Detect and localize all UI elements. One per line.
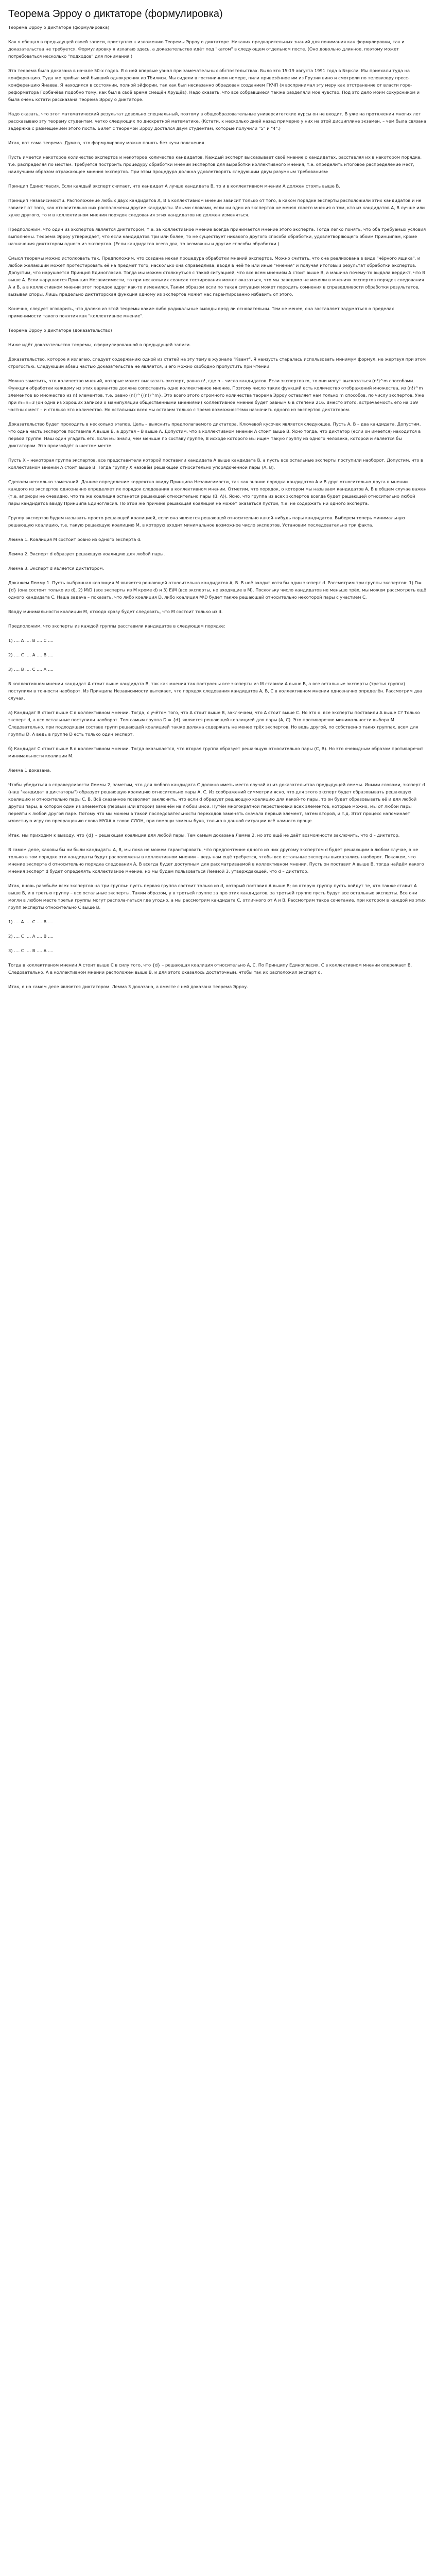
paragraph: б) Кандидат С стоит выше В в коллективном мнении. Тогда оказывается, что вторая группа образует решающую относительно пары (С, В). Но это очевидным образом противоречит минимальности коалиции М. [8,746,424,758]
paragraph: Теорема Эрроу о диктаторе (формулировка) [8,25,110,30]
paragraph: Надо сказать, что этот математический результат довольно специальный, поэтому в общеобразовательные университетские курсы он не входит. В уже на протяжении многих лет рассказываю эту теорему студентам, четко следующих по дискретной математике. (Кстати, к несколько дней назад примерно у них на этой дисциплине экзамен, – чем была связана задержка с размещением этого поста. Билет с теоремой Эрроу достался двум студентам, которые получили "5" и "4".) [8,111,426,131]
paragraph: Лемма 3. Эксперт d является диктатором. [8,566,104,571]
paragraph: Пусть X – некоторая группа экспертов, все представители которой поставили кандидата А выше кандидата В, а пусть все остальные эксперты поступили наоборот. Допустим, что в коллективном мнении А стоит выше В. Тогда группу X назовём решающей относительно упорядоченной пары (А, В). [8,457,423,470]
paragraph: 3) …. С …. В …. А …. [8,948,54,953]
paragraph: Итак, вновь разобьём всех экспертов на три группы: пусть первая группа состоит только из d, который поставил А выше В; во вторую группу пусть войдут те, кто также ставит А выше В, и в третью группу – все остальные эксперты. Таким образом, у в третьей группе за про этих кандидатов, за третьей группе пусть будут все остальные эксперты. Все они могли в любом месте третьи группы могут распола-гаться где угодно, а мы рассмотрим кандидата С, отличного от А и В. Рассмотрим такое сочетание, при котором в каждой из этих групп эксперты относительно С выше В: [8,883,426,910]
article-body [8,24,428,990]
paragraph: Пусть имеется некоторое количество экспертов и некоторое количество кандидатов. Каждый эксперт высказывает своё мнение о кандидатах, расставляя их в некотором порядке, т.е. распределяя по местам. Требуется построить процедуру обработки мнений экспертов для выработки коллективного мнения, т.е. определить итоговое распределение мест, наилучшим образом отражающее мнения экспертов. При этом процедура должна удовлетворять следующим двум разумным требованиям: [8,155,422,174]
paragraph: В самом деле, каковы бы ни были кандидаты А, В, мы пока не можем гарантировать, что предпочтение одного из них другому экспертом d будет решающим в любом случае, а не только в том порядке эти кандидаты будут расположены в коллективном мнении – ведь нам ещё требуется, чтобы все остальные эксперты высказались наоборот. Покажем, что мнение эксперта d относительно порядка следования А, В всегда будет доступным для рассматриваемой в коллективном мнении. Пусть он поставит А выше В, тогда найдём какого мнения эксперт d будет определять коллективное мнение, но мы будем пользоваться Леммой 3, утверждающей, что d – диктатор. [8,847,424,874]
paragraph: Итак, вот сама теорема. Думаю, что формулировку можно понять без кучи пояснения. [8,140,206,145]
paragraph: Теорема Эрроу о диктаторе (доказательство) [8,328,112,333]
paragraph: Лемма 2. Эксперт d образует решающую коалицию для любой пары. [8,551,165,556]
paragraph: Предположим, что эксперты из каждой группы расставили кандидатов в следующем порядке: [8,623,225,629]
paragraph: Предположим, что один из экспертов является диктатором, т.е. за коллективное мнение всегда принимается мнение этого эксперта. Тогда легко понять, что оба требуемых условия выполнены. Теорема Эрроу утверждает, что если кандидатов три или более, то не существует никакого другого способа обработки, удовлетворяющего обоим Принципам, кроме назначения диктатором одного из экспертов. (Если кандидатов всего два, то возможны и другие способы обработки.) [8,227,426,246]
paragraph: 1) …. А …. С …. В …. [8,919,54,924]
paragraph: 1) …. А …. В …. С …. [8,638,54,643]
paragraph: 2) …. С …. А …. В …. [8,652,54,657]
paragraph: Принцип Единогласия. Если каждый эксперт считает, что кандидат А лучше кандидата В, то и в коллективном мнении А должен стоять выше В. [8,183,340,189]
paragraph: Группу экспертов будем называть просто решающей коалицией, если она является решающей относительно какой-нибудь пары кандидатов. Выберем теперь минимальную решающую коалицию, т.е. такую решающую коалицию М, в которую входит минимальное возможное число экспертов. Установим последовательно три факта. [8,515,405,528]
paragraph: Тогда в коллективном мнении А стоит выше С в силу того, что {d} – решающая коалиция относительно А, С. По Принципу Единогласия, С в коллективном мнении опережает В. Следовательно, А в коллективном мнении расположен выше В, и для этого оказалось достаточным, чтобы так их расположил эксперт d. [8,962,412,975]
paragraph: Сделаем несколько замечаний. Данное определение корректно ввиду Принципа Независимости, так как знание порядка кандидатов А и В друг относительно друга в мнении каждого из экспертов однозначно определяет их порядок следования в коллективном мнении. Отметим, что порядок, о котором мы называем кандидатов А, В в общем случае важен (т.е. априори не очевидно, что та же коалиция останется решающей относительно пары (В, А)). Ясно, что группа из всех экспертов всегда будет решающей относительно любой пары кандидатов ввиду Принципа Единогласия. По этой же причине решающая коалиция не может оказаться пустой, т.е. не содержать ни одного эксперта. [8,479,427,506]
paragraph: а) Кандидат В стоит выше С в коллективном мнении. Тогда, с учётом того, что А стоит выше В, заключаем, что А стоит выше С. Но это о. все эксперты поставили А выше С? Только эксперт d, а все остальные поступили наоборот. Тем самым группа D = {d} является решающей коалицией для пары (А, С). Это противоречие минимальности выбора М. Следовательно, при подходящем составе групп решающей коалицией также должна содержать не менее трёх экспертов. Но ведь другой, по собственно таких группах, всем для группы D, А ведь в группе D есть только один эксперт. [8,710,420,737]
paragraph: Докажем Лемму 1. Пусть выбранная коалиция М является решающей относительно кандидатов А, В. В неё входит хотя бы один эксперт d. Рассмотрим три группы экспертов: 1) D={d} (она состоит только из d), 2) M\D (все эксперты из М кроме d) и 3) E\M (все эксперты, не входящие в М). Поскольку число кандидатов не меньше трёх, мы можем рассмотреть ещё одного кандидата С. Наша задача – показать, что либо коалиция D, либо коалиция M\D будет также решающей относительно некоторой пары с участием С. [8,580,426,600]
paragraph: Смысл теоремы можно истолковать так. Предположим, что создана некая процедура обработки мнений экспертов. Можно считать, что она реализована в виде "чёрного ящика", и любой желающий может протестировать её на предмет того, насколько она справедлива, вводя в неё те или иные "мнения" и получая итоговый результат обработки экспертов. Допустим, что нарушается Принцип Единогласия. Тогда мы можем столкнуться с такой ситуацией, что все всем мнениям А стоит выше В, а машина почему-то выдала вердикт, что В выше А. Если нарушается Принцип Независимости, то при нескольких сеансах тестирования может оказаться, что мы заведомо не меняли в мнениях экспертов порядок следования А и В, а в коллективном мнении этот порядок вдруг как-то изменился. Таким образом если по такая ситуация может породить сомнения в справедливости обработки результатов, вызывая споры. Лишь предельно диктаторская функция одному из экспертов может нас гарантированно избавить от этого. [8,256,425,297]
paragraph: Как я обещал в предыдущей своей записи, приступлю к изложению Теоремы Эрроу о диктаторе. Никаких предварительных знаний для понимания как формулировки, так и доказательства не требуется. Формулировку я излагаю здесь, а доказательство идёт под "катом" в следующем отдельном посте. (Оно довольно длинное, поэтому может потребоваться несколько "подходов" для понимания.) [8,39,405,59]
paragraph: 2) …. С …. А …. В …. [8,934,54,939]
paragraph: Доказательство будет проходить в несколько этапов. Цепь – выяснить предполагаемого диктатора. Ключевой кусочек является следующее. Пусть А, В – два кандидата. Допустим, что одна часть экспертов поставила А выше В, а другая – В выше А. Допустим, что в коллективном мнении А стоит выше В. Ясно тогда, что диктатор (если он имеется) находится в первой группе. Наш один угадать его. Если мы знали, чем меньше по составу группе, В исходе которого мы ищем такую группу из одного человека, которой и является бы диктатором. Это произойдёт в шестом месте. [8,421,421,448]
paragraph: Принцип Независимости. Расположение любых двух кандидатов А, В в коллективном мнении зависит только от того, в каком порядке эксперты расположили этих кандидатов и не зависит от того, как относительно них расположены другие кандидаты. Иными словами, если ни один из экспертов не менял своего мнения о том, кто из кандидатов А, В лучше или хуже другого, то и в коллективном мнении порядок следования этих кандидатов не должен изменяться. [8,198,425,217]
paragraph: Чтобы убедиться в справедливости Леммы 2, заметим, что для любого кандидата С должно иметь место случай a) из доказательства предыдущей леммы. Иными словами, эксперт d (наш "кандидат в диктаторы") образует решающую коалицию относительно пары А, С. Из соображений симметрии ясно, что для этого эксперт будет образовывать решающую коалицию и относительно пары С, В. Всё сказанное позволяет заключить, что если d образует решающую коалицию для какой-то пары, то он будет образовывать её и для любой другой пары, в которой один из элементов (первый или второй) заменён на любой иной. Путём многократной перестановки всех элементов, которые можно, мы от любой пары перейти к любой другой паре. Потому что мы можем в такой последовательности переходов заменять сначала первый элемент, затем второй, и т.д. Этот процесс напоминает известную игру по превращению слова МУХА в слово СЛОН, при помощи замены букв, только в данной ситуации всё намного проще. [8,782,425,823]
paragraph: Лемма 1. Коалиция М состоит ровно из одного эксперта d. [8,537,142,542]
paragraph: Вводу минимальности коалиции М, отсюда сразу будет следовать, что М состоит только из d. [8,609,223,614]
paragraph: 3) …. В …. С …. А …. [8,667,54,672]
paragraph: Итак, мы приходим к выводу, что {d} – решающая коалиция для любой пары. Тем самым доказана Лемма 2, но это ещё не даёт возможности заключить, что d – диктатор. [8,833,400,838]
page-title: Теорема Эрроу о диктаторе (формулировка) [8,8,223,20]
paragraph: В коллективном мнении кандидат А стоит выше кандидата В, так как мнения так построены все эксперты из М ставили А выше В, а все остальные эксперты (третья группа) поступили в точности наоборот. Из Принципа Независимости вытекает, что порядок следования кандидатов А, В, С в коллективном мнении однозначно определён. Рассмотрим два случая. [8,681,423,701]
paragraph: Лемма 1 доказана. [8,768,51,773]
paragraph: Доказательство, которое я излагаю, следует содержанию одной из статей на эту тему в журнале "Квант". Я наизусть старалась использовать минимум формул, не жертвуя при этом строгостью. Следующий абзац частью доказательства не является, и его можно свободно пропустить при чтении. [8,357,426,369]
paragraph: Нижe идёт доказательство теоремы, сформулированной в предыдущей записи. [8,342,191,347]
paragraph: Можно заметить, что количество мнений, которые может высказать эксперт, равно n!, где n – число кандидатов. Если экспертов m, то они могут высказаться (n!)^m способами. Функция обработки каждому из этих вариантов должна сопоставить одно коллективное мнение. Поэтому число таких функций есть количество отображений множества, из (n!)^m элементов во множество из n! элементов, т.е. равно (n!)^{(n!)^m}. Это всего этого огромного количества теорема Эрроу оставляет нам только m способов, по числу экспертов. Уже при m=n=3 (он одна из хороших записей о манипуляции общественными мнениями) коллективное мнение будет равным 6 в степени 216. Вместо этого, встречаемость его на 169 частных мест – и столько это количество. Но остальных всех мы оставим только с тремя возможностями назначить одного из экспертов диктатором. [8,378,424,412]
paragraph: Итак, d на самом деле является диктатором. Лемма 3 доказана, а вместе с ней доказана теорема Эрроу. [8,984,248,989]
paragraph: Эта теорема была доказана в начале 50-х годов. Я о ней впервые узнал при замечательных обстоятельствах. Было это 15-19 августа 1991 года в Бэркли. Мы приехали туда на конференцию. Туда же прибыл мой бывший однокурсник из Тбилиси. Мы сидели в гостиничном номере, пили привезённое им из Грузии вино и смотрели по телевизору пресс-конференцию Янаева. Я находился в состоянии, полной эйфории, так как был несказанно обрадован созданием ГКЧП (я воспринимал эту меру как отстранение от власти горе-реформатора Горбачёва подобно тому, как был в своё время смещён Хрущёв). Надо сказать, что все собравшиеся также разделяли мое чувство. Под это дело моим сокурсником и была очень кстати рассказана Теорема Эрроу о диктаторе. [8,68,420,102]
paragraph: Конечно, следует оговорить, что далеко из этой теоремы какие-либо радикальные выводы вряд ли основательны. Тем не менее, она заставляет задуматься о пределах применимости такого понятия как "коллективное мнение". [8,306,394,318]
